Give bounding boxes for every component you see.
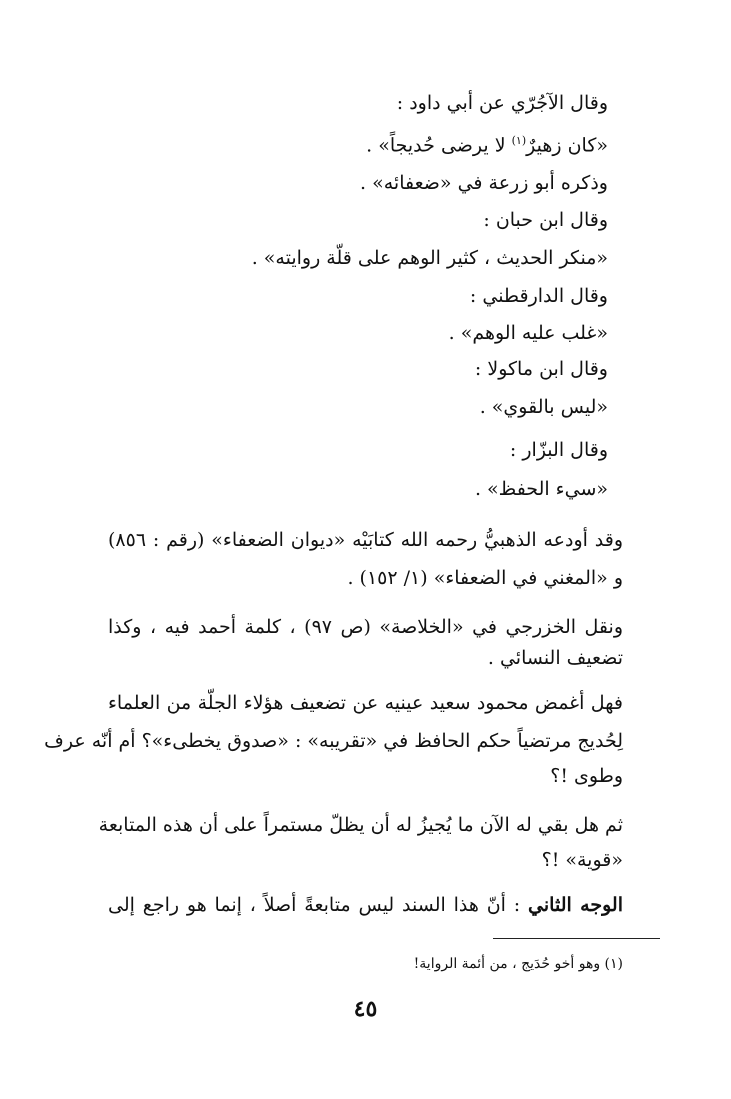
paragraph-line: ثم هل بقي له الآن ما يُجيزُ له أن يظلّ مستمراً على أن هذه المتابعة bbox=[98, 814, 623, 836]
paragraph-line bbox=[108, 894, 623, 918]
footnote-marker: (١) bbox=[511, 134, 527, 147]
quote-text: «كان زهيرٌ bbox=[526, 134, 608, 157]
quote-line: «سيء الحفظ» . bbox=[474, 478, 608, 500]
text-line: وقال الآجُرّي عن أبي داود : bbox=[396, 92, 608, 114]
paragraph-line: ونقل الخزرجي في «الخلاصة» (ص ٩٧) ، كلمة أحمد فيه ، وكذا bbox=[108, 616, 623, 638]
paragraph-line: فهل أغمض محمود سعيد عينيه عن تضعيف هؤلاء الجلّة من العلماء bbox=[108, 692, 623, 714]
page-number: ٤٥ bbox=[353, 996, 378, 1022]
text-line: وقال ابن ماكولا : bbox=[474, 358, 608, 380]
quote-line: «ليس بالقوي» . bbox=[479, 396, 608, 418]
paragraph-line: وطوى !؟ bbox=[550, 765, 623, 787]
quote-text: لا يرضى حُديجاً» . bbox=[366, 134, 512, 157]
text-line: وقال الدارقطني : bbox=[469, 285, 608, 307]
paragraph-line: لِحُديج مرتضياً حكم الحافظ في «تقريبه» : «صدوق يخطىء»؟ أم أنّه عرف bbox=[44, 730, 623, 752]
footnote: (١) وهو أخو حُدَيج ، من أئمة الرواية! bbox=[413, 956, 623, 972]
section-label: الوجه الثاني bbox=[528, 894, 623, 916]
quote-line bbox=[366, 134, 608, 158]
quote-line: «غلب عليه الوهم» . bbox=[448, 322, 608, 344]
paragraph-line: وقد أودعه الذهبيُّ رحمه الله كتابَيْه «ديوان الضعفاء» (رقم : ٨٥٦) bbox=[108, 529, 623, 551]
quote-line: «منكر الحديث ، كثير الوهم على قلّة روايته» . bbox=[251, 247, 608, 269]
text-line: وذكره أبو زرعة في «ضعفائه» . bbox=[360, 172, 608, 194]
text-line: وقال البزّار : bbox=[509, 439, 608, 461]
paragraph-line: و «المغني في الضعفاء» (١/ ١٥٢) . bbox=[347, 567, 623, 589]
footnote-divider bbox=[493, 938, 660, 939]
paragraph-text: : أنّ هذا السند ليس متابعةً أصلاً ، إنما هو راجع إلى bbox=[108, 894, 521, 916]
paragraph-line: تضعيف النسائي . bbox=[487, 647, 623, 669]
text-line: وقال ابن حبان : bbox=[483, 209, 608, 231]
paragraph-line: «قوية» !؟ bbox=[541, 849, 623, 871]
